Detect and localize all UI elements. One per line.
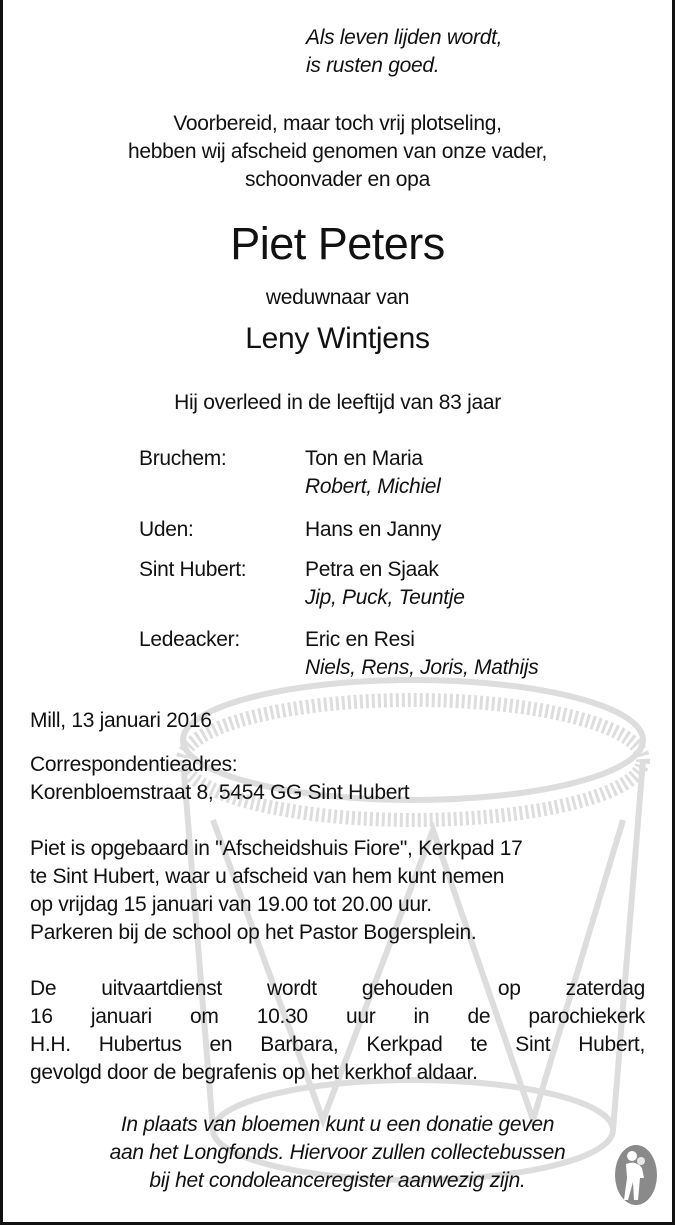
service-line: H.H. Hubertus en Barbara, Kerkpad te Sint Hubert, (30, 1033, 645, 1056)
intro-line: hebben wij afscheid genomen van onze vader, (127, 140, 548, 163)
correspondence-address: Korenbloemstraat 8, 5454 GG Sint Hubert (30, 781, 410, 804)
place-date: Mill, 13 januari 2016 (30, 709, 212, 732)
family-names: Hans en Janny (305, 518, 442, 541)
service-line: gevolgd door de begrafenis op het kerkhof aldaar. (30, 1061, 478, 1084)
family-place: Uden: (139, 518, 194, 541)
motto-line: is rusten goed. (306, 54, 440, 77)
donation-line: aan het Longfonds. Hiervoor zullen collectebussen (109, 1141, 566, 1164)
viewing-line: Parkeren bij de school op het Pastor Bogersplein. (30, 921, 477, 944)
service-line: De uitvaartdienst wordt gehouden op zaterdag (30, 977, 645, 1000)
family-grandchildren: Jip, Puck, Teuntje (305, 586, 465, 609)
intro-line: schoonvader en opa (245, 168, 430, 191)
viewing-line: te Sint Hubert, waar u afscheid van hem kunt nemen (30, 865, 505, 888)
family-place: Sint Hubert: (139, 558, 247, 581)
spouse-name: Leny Wintjens (245, 322, 430, 355)
family-names: Eric en Resi (305, 628, 415, 651)
donation-line: In plaats van bloemen kunt u een donatie geven (120, 1113, 555, 1136)
family-names: Petra en Sjaak (305, 558, 439, 581)
family-place: Bruchem: (139, 447, 227, 470)
deceased-name: Piet Peters (230, 218, 445, 269)
family-names: Ton en Maria (305, 447, 423, 470)
motto-line: Als leven lijden wordt, (306, 26, 503, 49)
age-line: Hij overleed in de leeftijd van 83 jaar (174, 391, 501, 414)
family-grandchildren: Robert, Michiel (305, 475, 441, 498)
family-grandchildren: Niels, Rens, Joris, Mathijs (305, 656, 539, 679)
service-line: 16 januari om 10.30 uur in de parochiekerk (30, 1005, 645, 1028)
intro-line: Voorbereid, maar toch vrij plotseling, (173, 112, 502, 135)
donation-line: bij het condoleanceregister aanwezig zijn. (149, 1169, 526, 1192)
family-place: Ledeacker: (139, 628, 240, 651)
mourning-figure-icon (614, 1144, 658, 1206)
relation-label: weduwnaar van (265, 286, 410, 309)
correspondence-label: Correspondentieadres: (30, 753, 238, 776)
viewing-line: Piet is opgebaard in "Afscheidshuis Fiore", Kerkpad 17 (30, 837, 523, 860)
viewing-line: op vrijdag 15 januari van 19.00 tot 20.00 uur. (30, 893, 432, 916)
